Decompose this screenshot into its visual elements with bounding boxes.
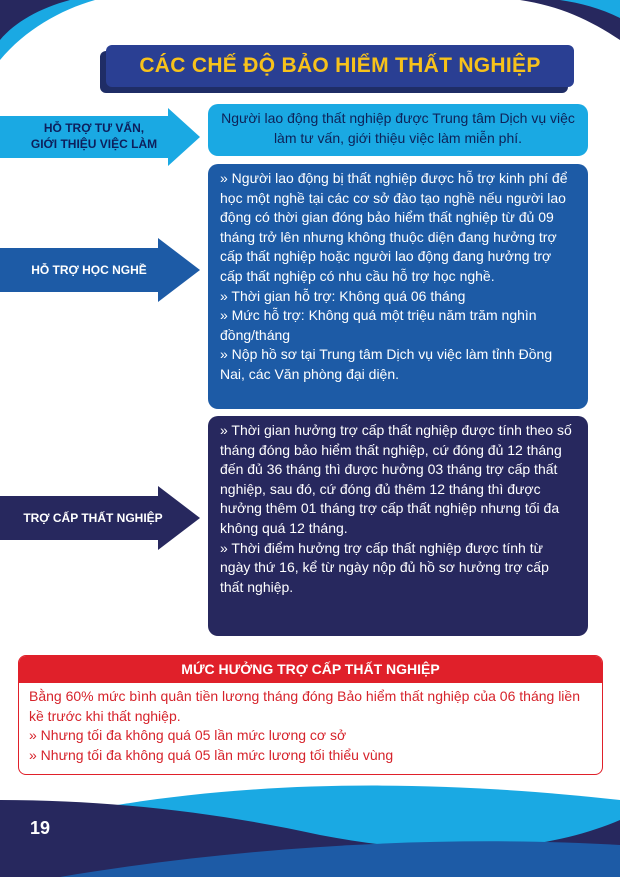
content-text: » Thời gian hưởng trợ cấp thất nghiệp được tính theo số tháng đóng bảo hiểm thất nghiệp, cứ đóng đủ 12 tháng đến đủ 36 tháng thì được hưởng 03 tháng trợ cấp thất nghiệp, sau đó, cứ đóng đủ thêm 12 tháng thì được hưởng thêm 01 tháng trợ cấp thất nghiệp nhưng tối đa không quá 12 tháng. (220, 422, 572, 536)
benefit-line: Bằng 60% mức bình quân tiền lương tháng đóng Bảo hiểm thất nghiệp của 06 tháng liền kề trước khi thất nghiệp. (29, 688, 580, 724)
arrow-tro-cap (0, 486, 200, 550)
content-text: » Người lao động bị thất nghiệp được hỗ trợ kinh phí để học một nghề tại các cơ sở đào tạo nghề nếu người lao động có thời gian đóng bảo hiểm thất nghiệp từ đủ 09 tháng trở lên nhưng không thuộc diện đang hưởng trợ cấp thất nghiệp hoặc người lao động đang hưởng trợ cấp thất nghiệp có nhu cầu hỗ trợ học nghề. (220, 170, 568, 284)
page-number: 19 (30, 818, 51, 838)
page-title: CÁC CHẾ ĐỘ BẢO HIỂM THẤT NGHIỆP (139, 54, 541, 77)
benefit-body (19, 683, 602, 769)
arrow-label-tro-cap: TRỢ CẤP THẤT NGHIỆP (23, 511, 163, 525)
content-text: » Nộp hồ sơ tại Trung tâm Dịch vụ việc làm tỉnh Đồng Nai, các Văn phòng đại diện. (220, 346, 553, 382)
content-text: » Mức hỗ trợ: Không quá một triệu năm trăm nghìn đồng/tháng (220, 307, 537, 343)
arrow-tu-van (0, 108, 200, 166)
benefit-line: » Nhưng tối đa không quá 05 lần mức lương tối thiểu vùng (29, 746, 394, 763)
benefit-box (18, 655, 603, 775)
content-text: » Thời điểm hưởng trợ cấp thất nghiệp được tính từ ngày thứ 16, kể từ ngày nộp đủ hồ sơ hưởng trợ cấp thất nghiệp. (220, 539, 549, 595)
arrow-label-hoc-nghe: HỖ TRỢ HỌC NGHỀ (31, 263, 147, 277)
content-box-tro-cap (208, 416, 588, 636)
content-box-tu-van (208, 104, 588, 156)
content-box-hoc-nghe (208, 164, 588, 409)
content-text: » Thời gian hỗ trợ: Không quá 06 tháng (220, 287, 466, 304)
arrow-hoc-nghe (0, 238, 200, 302)
benefit-header: MỨC HƯỞNG TRỢ CẤP THẤT NGHIỆP (19, 656, 602, 683)
arrow-label-tu-van: HỖ TRỢ TƯ VẤN, GIỚI THIỆU VIỆC LÀM (30, 121, 158, 151)
benefit-line: » Nhưng tối đa không quá 05 lần mức lương cơ sở (29, 727, 347, 743)
content-text: Người lao động thất nghiệp được Trung tâm Dịch vụ việc làm tư vấn, giới thiệu việc làm miễn phí. (221, 110, 575, 146)
title-banner (106, 45, 574, 87)
